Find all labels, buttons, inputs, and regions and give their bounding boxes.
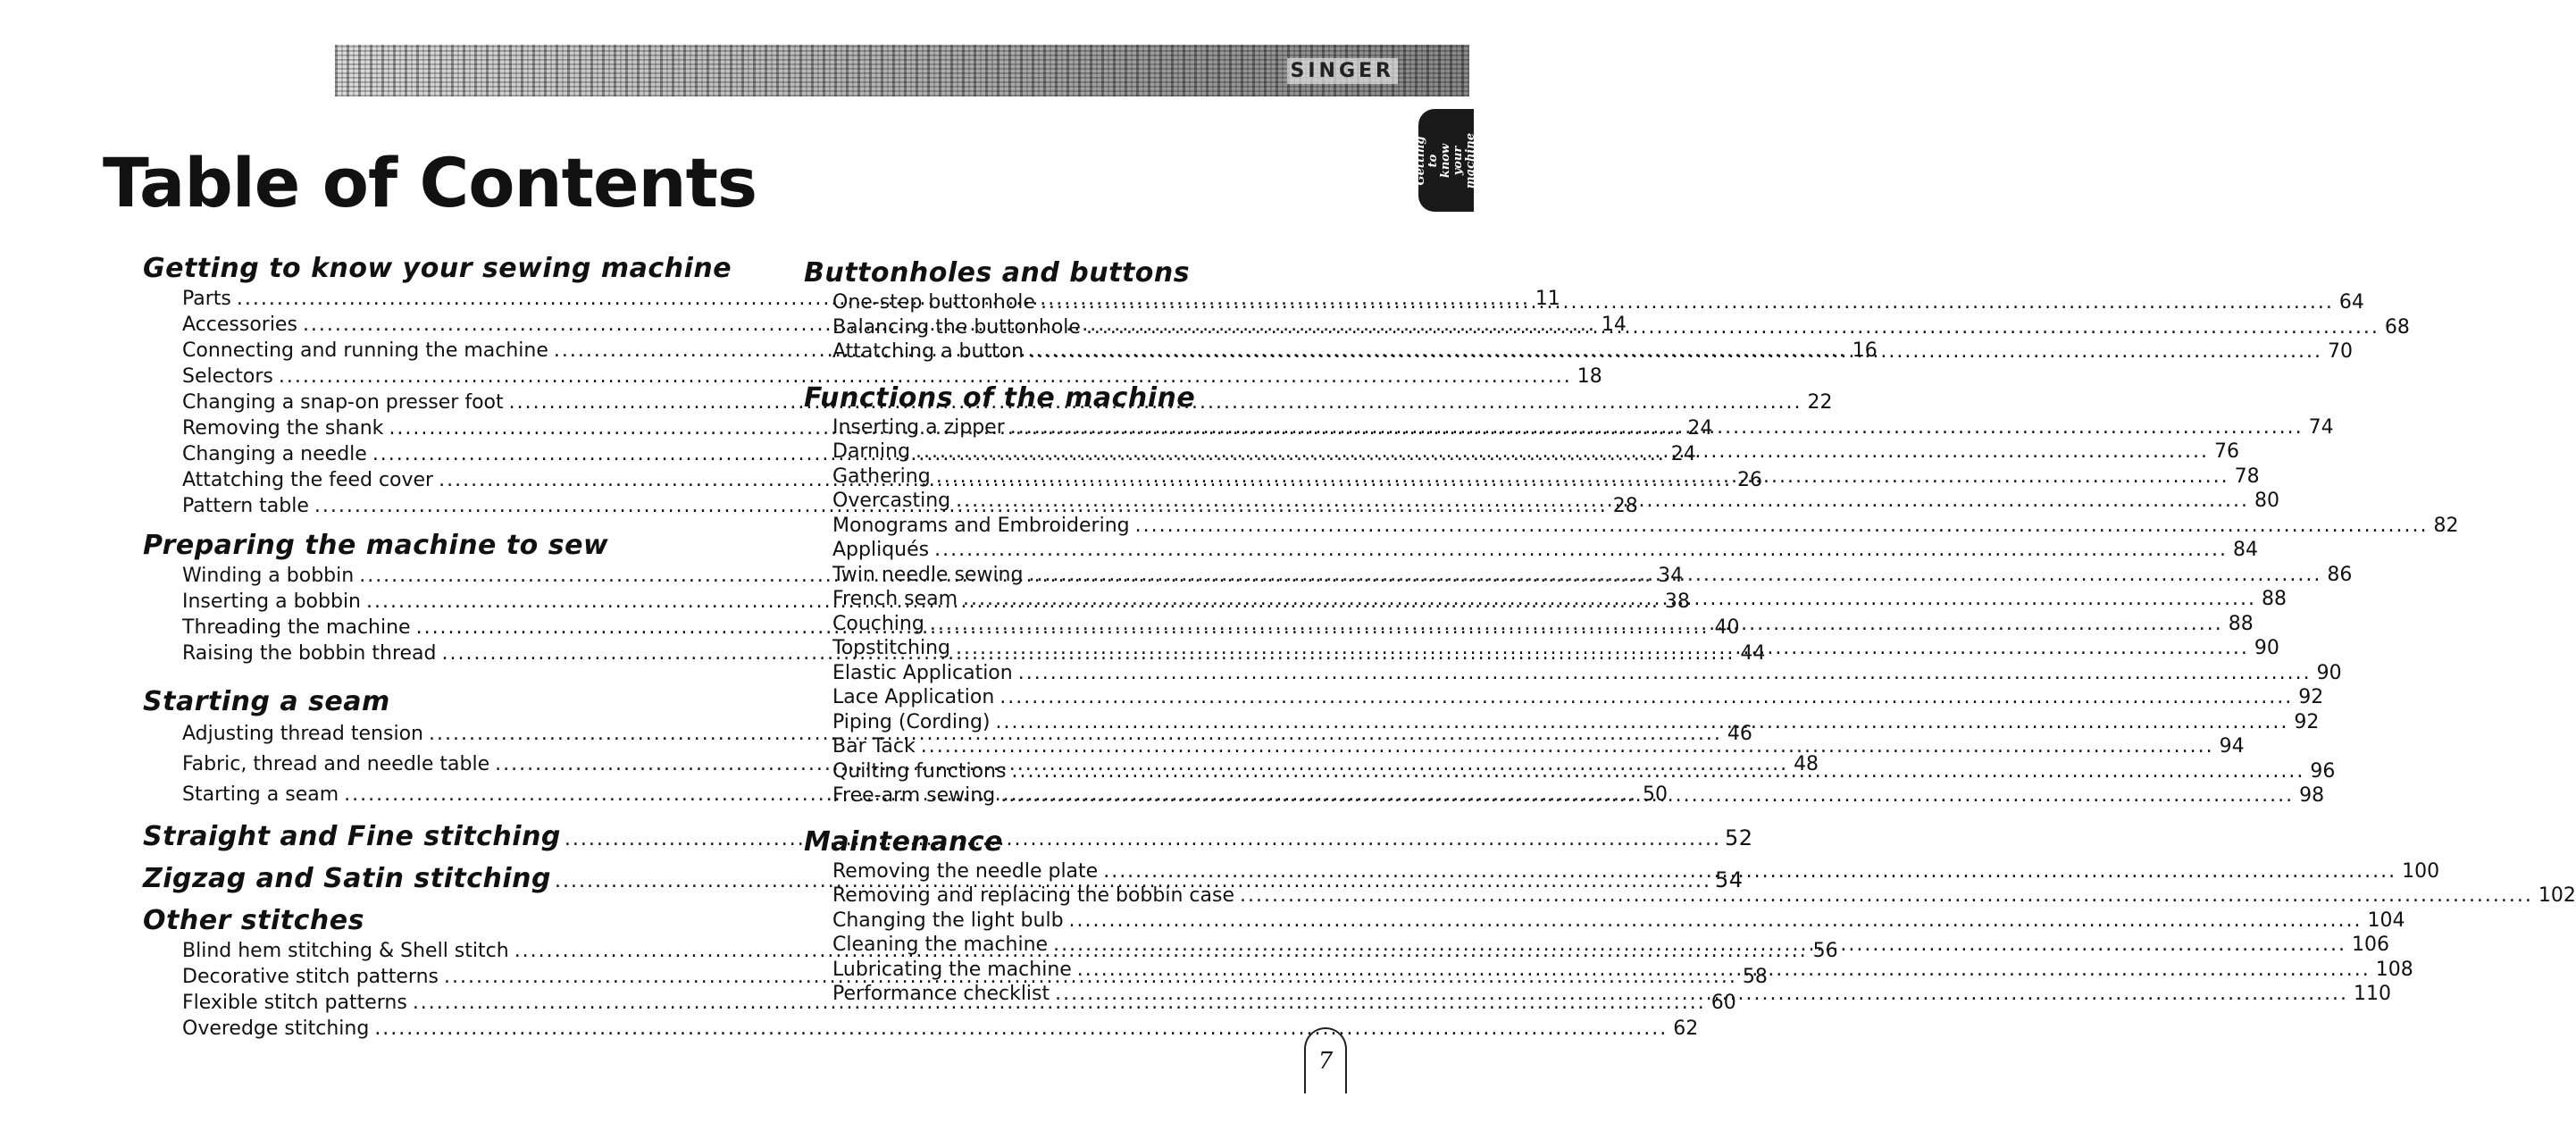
- entry-label: Inserting a zipper: [832, 415, 1005, 439]
- entry-label: Lace Application: [832, 686, 995, 708]
- entry-page: 90: [2254, 637, 2279, 659]
- entry-label: Connecting and running the machine: [182, 339, 548, 362]
- toc-entry[interactable]: [182, 364, 1602, 389]
- entry-page: 106: [2352, 934, 2389, 956]
- entry-page: 44: [1740, 642, 1766, 665]
- entry-label: Selectors: [182, 365, 273, 388]
- entry-label: French seam: [832, 588, 958, 610]
- side-tab: [1414, 109, 1477, 212]
- entry-label: Overedge stitching: [182, 1018, 370, 1040]
- entry-label: Inserting a bobbin: [182, 590, 361, 613]
- entry-label: Topstitching: [832, 637, 951, 659]
- entry-label: Gathering: [832, 465, 931, 488]
- entry-page: 92: [2298, 686, 2324, 708]
- entry-label: Removing and replacing the bobbin case: [832, 884, 1234, 907]
- entry-page: 24: [1670, 443, 1696, 465]
- entry-label: Bar Tack: [832, 735, 916, 758]
- entry-label: Darning: [832, 440, 911, 463]
- entry-label: Piping (Cording): [832, 710, 991, 733]
- section-heading[interactable]: Getting to know your sewing machine: [143, 253, 732, 284]
- entry-page: 26: [1737, 469, 1763, 491]
- entry-label: Changing the light bulb: [832, 909, 1064, 932]
- section-heading[interactable]: Starting a seam: [143, 686, 390, 717]
- section-heading[interactable]: Other stitches: [143, 905, 364, 936]
- entry-label: Balancing the buttonhole: [832, 315, 1081, 339]
- toc-entry[interactable]: [182, 1016, 1699, 1042]
- entry-page: 96: [2310, 759, 2336, 783]
- entry-page: 110: [2354, 983, 2392, 1005]
- entry-page: 68: [2384, 315, 2410, 339]
- entry-page: 88: [2261, 588, 2287, 610]
- section-heading[interactable]: Buttonholes and buttons: [804, 257, 1191, 289]
- entry-label: Blind hem stitching & Shell stitch: [182, 940, 509, 962]
- brand-logo: SINGER: [1287, 58, 1398, 84]
- entry-page: 98: [2299, 784, 2325, 807]
- section-heading[interactable]: Preparing the machine to sew: [143, 530, 609, 561]
- entry-label: One-step buttonhole: [832, 291, 1035, 314]
- entry-page: 24: [1687, 417, 1713, 440]
- entry-label: Twin needle sewing: [832, 563, 1024, 586]
- entry-label: Parts: [182, 288, 231, 310]
- entry-page: 28: [1612, 495, 1638, 517]
- entry-label: Free-arm sewing: [832, 784, 996, 807]
- toc-entry[interactable]: [832, 909, 2405, 934]
- entry-label: Adjusting thread tension: [182, 723, 423, 745]
- entry-page: 46: [1727, 723, 1752, 745]
- entry-page: 102: [2538, 884, 2576, 907]
- entry-page: 40: [1714, 616, 1740, 639]
- entry-label: Lubricating the machine: [832, 958, 1072, 981]
- section-heading[interactable]: Functions of the machine: [804, 381, 1196, 414]
- entry-page: 88: [2228, 612, 2254, 635]
- entry-page: 80: [2254, 490, 2280, 512]
- toc-entry[interactable]: [832, 514, 2459, 539]
- entry-label: Starting a seam: [182, 783, 339, 806]
- entry-label: Changing a snap-on presser foot: [182, 391, 504, 414]
- entry-label: Fabric, thread and needle table: [182, 753, 490, 775]
- entry-page: 84: [2233, 539, 2259, 561]
- entry-label: Removing the shank: [182, 417, 384, 440]
- entry-page: 52: [1724, 825, 1753, 850]
- entry-label: Threading the machine: [182, 616, 411, 639]
- entry-page: 108: [2375, 958, 2413, 981]
- toc-entry[interactable]: [832, 538, 2259, 563]
- entry-label: Quilting functions: [832, 759, 1007, 783]
- toc-entry[interactable]: [832, 661, 2342, 686]
- entry-label: Attatching the feed cover: [182, 469, 434, 491]
- entry-label: Changing a needle: [182, 443, 367, 465]
- entry-page: 76: [2213, 440, 2239, 463]
- entry-page: 90: [2316, 661, 2342, 684]
- entry-page: 38: [1664, 590, 1690, 613]
- entry-label: Flexible stitch patterns: [182, 992, 407, 1014]
- entry-page: 100: [2402, 859, 2440, 883]
- entry-page: 86: [2327, 563, 2353, 586]
- entry-page: 22: [1807, 391, 1833, 414]
- entry-label: Removing the needle plate: [832, 859, 1099, 883]
- entry-label: Couching: [832, 612, 924, 635]
- entry-label: Performance checklist: [832, 983, 1050, 1005]
- entry-page: 78: [2234, 465, 2260, 488]
- entry-page: 60: [1710, 992, 1736, 1014]
- entry-page: 48: [1794, 753, 1819, 775]
- entry-page: 94: [2219, 735, 2245, 758]
- entry-page: 58: [1742, 966, 1768, 988]
- entry-label: Overcasting: [832, 490, 951, 512]
- entry-page: 34: [1658, 565, 1684, 587]
- entry-page: 64: [2338, 291, 2364, 314]
- entry-label: Decorative stitch patterns: [182, 966, 439, 988]
- toc-entry[interactable]: [832, 884, 2576, 909]
- entry-page: 104: [2367, 909, 2405, 932]
- entry-page: 56: [1812, 940, 1838, 962]
- entry-label: Attatching a button: [832, 340, 1025, 363]
- entry-page: 16: [1852, 339, 1878, 362]
- entry-label: Elastic Application: [832, 661, 1013, 684]
- page-number: 7: [1304, 1027, 1347, 1093]
- entry-label: Accessories: [182, 314, 297, 336]
- section-heading-with-page[interactable]: Zigzag and Satin stitching ..... 54: [143, 863, 710, 894]
- entry-label: Raising the bobbin thread: [182, 642, 437, 665]
- entry-page: 62: [1673, 1018, 1699, 1040]
- entry-label: Pattern table: [182, 495, 309, 517]
- entry-page: 70: [2328, 340, 2354, 363]
- entry-label: Monograms and Embroidering: [832, 514, 1130, 537]
- entry-page: 92: [2294, 710, 2320, 733]
- side-tab-label: Getting to know your machine: [1414, 132, 1477, 188]
- entry-page: 54: [1715, 867, 1744, 892]
- page-title: Table of Contents: [103, 143, 757, 222]
- toc-entry[interactable]: [832, 685, 2324, 710]
- entry-label: Cleaning the machine: [832, 934, 1049, 956]
- entry-page: 11: [1535, 288, 1560, 310]
- entry-page: 18: [1577, 365, 1602, 388]
- entry-page: 50: [1643, 783, 1669, 806]
- entry-label: Winding a bobbin: [182, 565, 355, 587]
- header-banner: [335, 45, 1469, 96]
- section-heading-with-page[interactable]: Straight and Fine stitching ..... 52: [143, 821, 710, 852]
- entry-page: 74: [2308, 415, 2334, 439]
- section-heading[interactable]: Maintenance: [804, 825, 1004, 858]
- entry-label: Appliqués: [832, 539, 930, 561]
- entry-page: 82: [2433, 514, 2459, 537]
- entry-page: 14: [1601, 314, 1627, 336]
